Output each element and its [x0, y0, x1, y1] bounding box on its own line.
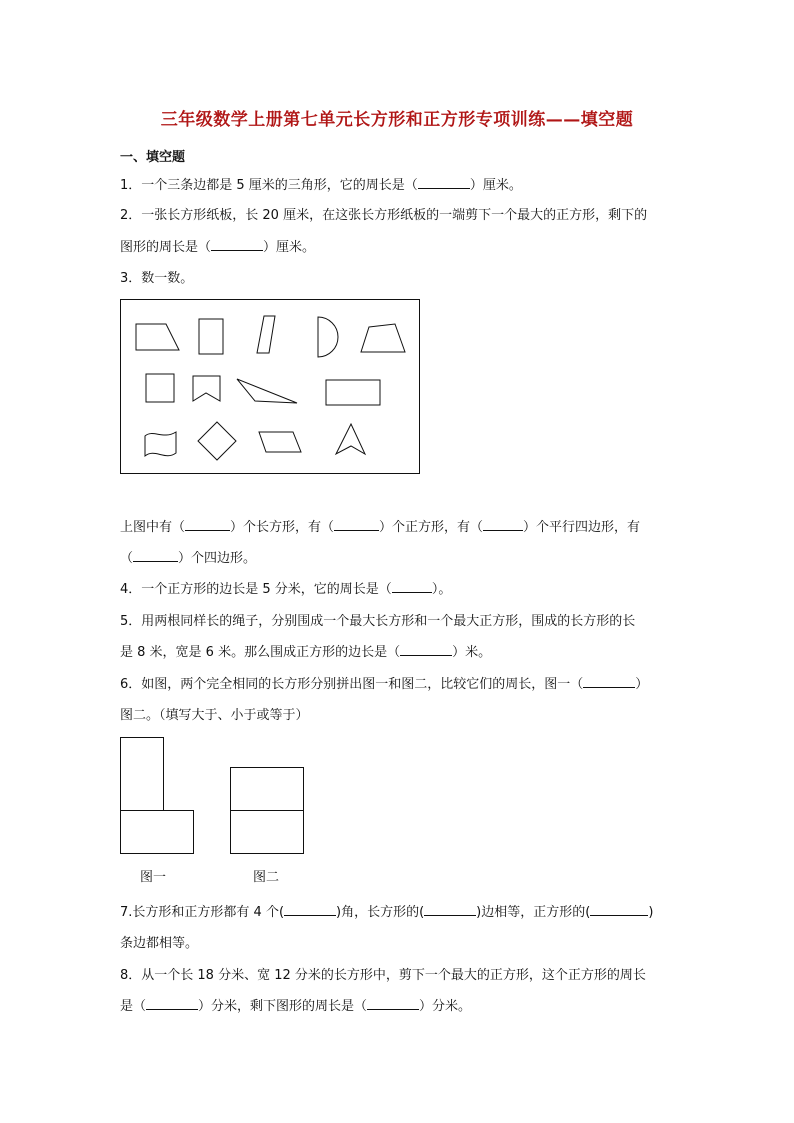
section-heading: 一、填空题 — [120, 150, 186, 165]
trapezoid-shape — [361, 324, 405, 352]
question-text: ) — [648, 905, 654, 920]
question-text: ）厘米。 — [469, 178, 522, 193]
answer-blank[interactable] — [400, 643, 452, 656]
parallelogram-shape — [257, 316, 275, 353]
question-text: ）个长方形，有（ — [230, 520, 335, 535]
answer-blank[interactable] — [185, 518, 230, 531]
question-text: ）个平行四边形，有 — [523, 520, 641, 535]
triangle-shape — [237, 379, 297, 403]
question-3 — [120, 269, 193, 289]
question-1 — [120, 176, 522, 196]
rectangle-vertical — [121, 738, 164, 811]
answer-blank[interactable] — [392, 580, 432, 593]
figure-1-diagram — [120, 737, 196, 857]
question-text: （ — [120, 551, 134, 566]
rectangle-top — [231, 768, 304, 811]
rhombus-shape — [198, 422, 236, 460]
rectangle-bottom — [231, 811, 304, 854]
answer-blank[interactable] — [284, 903, 336, 916]
question-7-line-2 — [120, 934, 198, 954]
page-title: 三年级数学上册第七单元长方形和正方形专项训练——填空题 — [160, 110, 634, 130]
question-text: 7.长方形和正方形都有 4 个( — [120, 905, 285, 920]
question-text: 1．一个三条边都是 5 厘米的三角形，它的周长是（ — [120, 178, 418, 193]
question-text: ）。 — [431, 582, 452, 597]
answer-blank[interactable] — [334, 518, 379, 531]
question-text: 2．一张长方形纸板，长 20 厘米，在这张长方形纸板的一端剪下一个最大的正方形，剩下的 — [120, 208, 648, 223]
question-text: 是 8 米，宽是 6 米。那么围成正方形的边长是（ — [120, 645, 401, 660]
shapes-figure — [120, 299, 420, 474]
question-text: ）个四边形。 — [178, 551, 257, 566]
question-text: ） — [635, 677, 649, 692]
question-text: ）分米，剩下图形的周长是（ — [198, 999, 368, 1014]
rectangle-shape — [199, 319, 223, 354]
arrowhead-shape — [336, 424, 365, 454]
question-8-line-2 — [120, 997, 471, 1017]
semicircle-shape — [318, 317, 338, 357]
question-text: 条边都相等。 — [120, 936, 199, 951]
answer-blank[interactable] — [583, 675, 635, 688]
question-8 — [120, 966, 646, 986]
question-text: 4．一个正方形的边长是 5 分米，它的周长是（ — [120, 582, 392, 597]
question-2 — [120, 206, 647, 226]
question-text: )角，长方形的( — [336, 905, 425, 920]
question-text: ）米。 — [452, 645, 492, 660]
answer-blank[interactable] — [424, 903, 476, 916]
figure-2-diagram — [230, 767, 306, 857]
question-text: ）分米。 — [419, 999, 472, 1014]
question-3-line-2 — [120, 549, 256, 569]
figure-2-caption: 图二 — [253, 870, 280, 885]
question-text: 6．如图，两个完全相同的长方形分别拼出图一和图二，比较它们的周长，图一（ — [120, 677, 584, 692]
answer-blank[interactable] — [211, 238, 263, 251]
question-text: 3．数一数。 — [120, 271, 194, 286]
question-3-line-1 — [120, 518, 640, 538]
answer-blank[interactable] — [367, 997, 419, 1010]
answer-blank[interactable] — [418, 176, 470, 189]
question-6 — [120, 675, 648, 695]
question-5-line-2 — [120, 643, 491, 663]
question-text: 8．从一个长 18 分米、宽 12 分米的长方形中，剪下一个最大的正方形，这个正方形的周长 — [120, 968, 646, 983]
question-text: ）厘米。 — [263, 240, 316, 255]
answer-blank[interactable] — [133, 549, 178, 562]
trapezoid-shape — [136, 324, 179, 350]
parallelogram-shape — [259, 432, 301, 452]
rectangle-shape — [326, 380, 380, 405]
question-text: 上图中有（ — [120, 520, 186, 535]
question-text: 图形的周长是（ — [120, 240, 212, 255]
question-2-line-2 — [120, 238, 315, 258]
question-5 — [120, 612, 635, 632]
question-text: 图二。（填写大于、小于或等于） — [120, 708, 309, 723]
figure-1-caption: 图一 — [140, 870, 167, 885]
question-text: 是（ — [120, 999, 147, 1014]
question-7 — [120, 903, 653, 923]
answer-blank[interactable] — [146, 997, 198, 1010]
question-text: 5．用两根同样长的绳子，分别围成一个最大长方形和一个最大正方形，围成的长方形的长 — [120, 614, 636, 629]
rectangle-horizontal — [121, 811, 194, 854]
answer-blank[interactable] — [590, 903, 648, 916]
wavy-shape — [145, 432, 176, 456]
notched-shape — [193, 376, 220, 401]
square-shape — [146, 374, 174, 402]
question-text: ）个正方形，有（ — [379, 520, 484, 535]
question-text: )边相等，正方形的( — [476, 905, 591, 920]
answer-blank[interactable] — [483, 518, 523, 531]
question-4 — [120, 580, 451, 600]
question-6-line-2 — [120, 706, 309, 726]
